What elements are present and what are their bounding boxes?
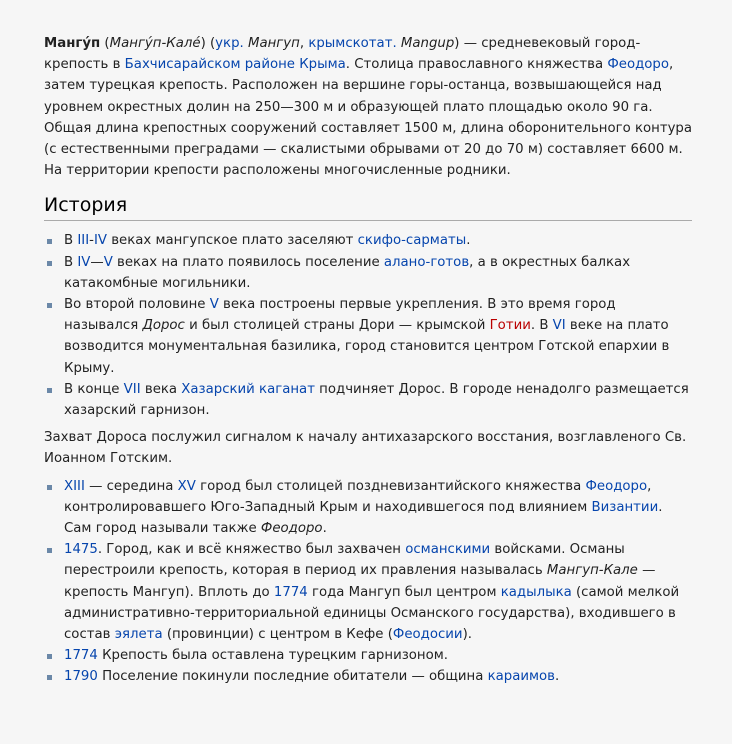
text-span: войсками. Османы перестроили крепость, которая в период их правления называлась	[64, 542, 625, 579]
text-span: В	[64, 233, 78, 249]
section-heading-history: История	[44, 192, 692, 221]
text-span: века	[140, 381, 182, 397]
text-span: (	[100, 36, 110, 51]
text-span: веке на плато возводится монументальная базилика, город становится центром Готской епархии в Крыму.	[64, 318, 670, 376]
text-span: , контролировавшего Юго-Западный Крым и находившегося под влиянием	[64, 478, 652, 515]
wiki-link[interactable]: Феодоро	[607, 57, 669, 73]
wiki-link[interactable]: Феодоро	[585, 478, 648, 494]
list-item	[44, 645, 694, 666]
wiki-link[interactable]: XIII	[64, 478, 85, 494]
wiki-link[interactable]: IV	[93, 233, 107, 249]
bold-term: Мангу́п	[44, 36, 101, 51]
wiki-link[interactable]: 1774	[64, 648, 98, 664]
list-item	[44, 539, 694, 645]
bullet-icon	[47, 485, 52, 490]
bullet-icon	[47, 675, 52, 680]
text-span: . Город, как и всё княжество был захвачен	[97, 542, 406, 558]
text-span: .	[322, 521, 327, 537]
text-span: , а в окрестных балках катакомбные могильники.	[64, 254, 631, 291]
text-span: веках на плато появилось поселение	[112, 254, 384, 270]
wiki-link[interactable]: 1475	[64, 542, 98, 558]
text-span: подчиняет Дорос. В городе ненадолго размещается хазарский гарнизон.	[64, 381, 689, 419]
wiki-link[interactable]: караимов	[487, 669, 555, 685]
list-item	[44, 476, 694, 540]
text-span: . В	[530, 318, 553, 334]
text-span: (провинции) с центром в Кефе (	[162, 627, 393, 643]
text-span: — середина	[84, 478, 178, 494]
wiki-link[interactable]: VII	[123, 381, 141, 397]
wiki-link[interactable]: XV	[177, 478, 196, 494]
text-span: Поселение покинули последние обитатели — община	[97, 669, 488, 685]
wiki-link[interactable]: 1774	[273, 584, 308, 600]
italic-text: Феодоро	[260, 521, 323, 537]
bullet-icon	[47, 548, 52, 553]
wiki-link[interactable]: Феодосии	[392, 627, 463, 643]
text-span: В	[64, 254, 78, 270]
text-span: .	[466, 233, 471, 249]
wiki-link[interactable]: III	[77, 233, 90, 249]
text-span: ) (	[200, 36, 216, 51]
intro-paragraph	[44, 33, 694, 181]
wiki-link[interactable]: османскими	[405, 542, 491, 558]
text-span: веках мангупское плато заселяют	[106, 233, 358, 249]
text-span: , затем турецкая крепость. Расположен на вершине горы-останца, возвышающейся над уровнем окрестных долин на 250—300 м и образующей плато площадью около 90 га. Общая длина крепостных сооружений составляет 1500 м, длина оборонительного контура (с естественными преградами — скалистыми обрывами от 20 до 70 м) составляет 6600 м. На территории крепости расположены многочисленные родники.	[44, 57, 693, 179]
list-item	[44, 230, 694, 251]
wiki-link[interactable]: Хазарский каганат	[181, 381, 315, 397]
text-span: ) — средневековый город-крепость в	[44, 36, 641, 73]
italic-text: Мангу́п-Кале́	[109, 36, 201, 51]
history-list-late	[44, 476, 694, 688]
wiki-link[interactable]: IV	[77, 254, 91, 270]
article-content	[44, 33, 694, 688]
text-span: и был столицей страны Дори — крымской	[184, 318, 490, 334]
history-list-early	[44, 230, 694, 421]
wiki-link[interactable]: 1790	[64, 669, 98, 685]
wiki-link[interactable]: VI	[552, 318, 566, 334]
text-span: город был столицей поздневизантийского княжества	[195, 478, 586, 494]
list-item	[44, 252, 694, 294]
wiki-link[interactable]: алано-готов	[383, 254, 470, 270]
bullet-icon	[47, 303, 52, 308]
text-span: (самой мелкой административно-территориальной единицы Османского государства), входившего в состав	[64, 584, 680, 643]
text-span: Крепость была оставлена турецким гарнизоном.	[97, 648, 448, 664]
text-span: ).	[462, 627, 472, 643]
wiki-link[interactable]: V	[209, 297, 219, 313]
text-span: Во второй половине	[64, 297, 210, 313]
text-span: —	[90, 254, 104, 270]
text-span: года Мангуп был центром	[307, 584, 501, 600]
text-span: -	[89, 233, 94, 249]
wiki-link[interactable]: Бахчисарайском районе Крыма	[124, 57, 346, 73]
text-span: — крепость Мангуп). Вплоть до	[64, 563, 656, 600]
wiki-link[interactable]: укр.	[215, 36, 244, 51]
italic-text: Дорос	[142, 318, 185, 334]
wiki-link[interactable]: скифо-сарматы	[357, 233, 467, 249]
italic-text: Mangup	[400, 36, 455, 51]
italic-text: Мангуп-Кале	[546, 563, 638, 579]
wiki-link[interactable]: кадылыка	[500, 584, 572, 600]
list-item	[44, 379, 694, 421]
text-span: . Столица православного княжества	[345, 57, 608, 73]
wiki-link[interactable]: V	[103, 254, 113, 270]
wiki-link[interactable]: Готии	[489, 318, 531, 334]
bullet-icon	[47, 654, 52, 659]
text-span: .	[555, 669, 560, 685]
wiki-link[interactable]: крымскотат.	[308, 36, 397, 51]
middle-paragraph: Захват Дороса послужил сигналом к началу антихазарского восстания, возглавленого Св. Иоанном Готским.	[44, 430, 687, 467]
list-item	[44, 294, 694, 379]
wiki-link[interactable]: эялета	[114, 627, 163, 643]
bullet-icon	[47, 239, 52, 244]
list-item	[44, 666, 694, 687]
bullet-icon	[47, 388, 52, 393]
wiki-link[interactable]: Византии	[591, 499, 659, 515]
text-span: В конце	[64, 381, 124, 397]
text-span: . Сам город называли также	[64, 499, 663, 537]
bullet-icon	[47, 261, 52, 266]
text-span: века построены первые укрепления. В это время город назывался	[64, 297, 616, 334]
italic-text: Мангуп	[247, 36, 300, 51]
text-span: ,	[299, 36, 309, 51]
